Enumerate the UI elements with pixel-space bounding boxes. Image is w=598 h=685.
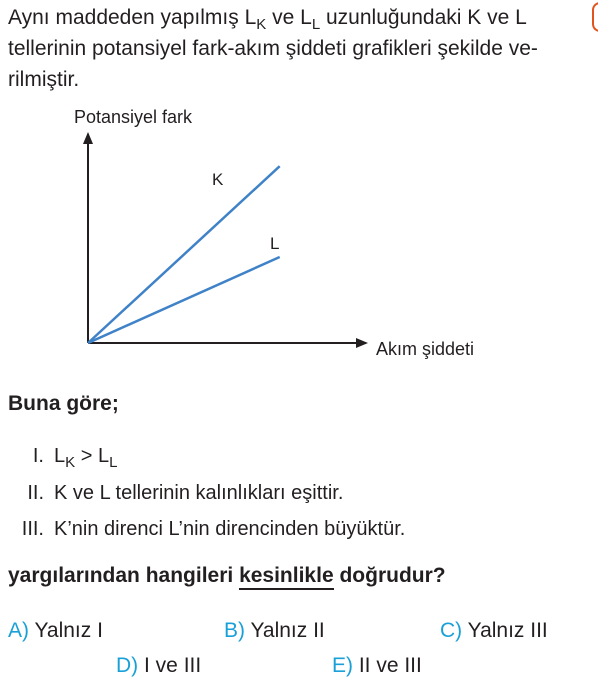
choice-text: Yalnız II <box>245 619 325 642</box>
question-part: yargılarından hangileri <box>8 564 240 587</box>
series-line-k <box>88 166 280 343</box>
statement-3 <box>0 518 405 541</box>
choice-letter: D) <box>116 654 139 677</box>
question-emphasis: kesinlikle <box>239 564 334 590</box>
intro-line-2: tellerinin potansiyel fark-akım şiddeti grafikleri şekilde ve- <box>8 37 538 60</box>
choice-letter: B) <box>224 619 245 642</box>
series-label-k: K <box>212 170 224 189</box>
subscript-l: L <box>311 16 321 33</box>
choice-text: Yalnız III <box>462 619 548 642</box>
intro-text: ve L <box>266 6 312 29</box>
statement-text: L <box>97 445 110 467</box>
choice-text: I ve III <box>138 654 202 677</box>
statement-text: L <box>54 445 66 467</box>
question-part: doğrudur? <box>333 564 446 587</box>
y-axis-label: Potansiyel fark <box>74 107 193 127</box>
subscript-k: K <box>256 16 267 33</box>
subscript-l: L <box>109 454 118 471</box>
choice-b[interactable] <box>224 619 325 643</box>
subscript-k: K <box>65 454 76 471</box>
choice-e[interactable] <box>332 654 422 678</box>
question-text <box>8 564 446 588</box>
choice-letter: E) <box>332 654 353 677</box>
statement-text: K’nin direnci L’nin direncinden büyüktür. <box>54 518 406 540</box>
statement-2 <box>0 482 343 505</box>
choice-letter: A) <box>8 619 29 642</box>
intro-text: uzunluğundaki K ve L <box>320 6 527 29</box>
intro-text: Aynı maddeden yapılmış L <box>8 6 257 29</box>
choice-text: Yalnız I <box>29 619 103 642</box>
statement-number: I. <box>32 445 44 467</box>
greater-than-sign: > <box>75 445 98 467</box>
statement-number: II. <box>27 482 44 504</box>
x-axis-label: Akım şiddeti <box>376 339 475 359</box>
series-line-l <box>88 257 280 343</box>
prompt-text: Buna göre; <box>8 392 119 415</box>
statement-number: III. <box>21 518 44 540</box>
intro-line-3: rilmiştir. <box>8 68 80 91</box>
statement-1 <box>0 445 118 471</box>
choice-a[interactable] <box>8 619 103 643</box>
statement-text: K ve L tellerinin kalınlıkları eşittir. <box>54 482 344 504</box>
choice-letter: C) <box>440 619 463 642</box>
choice-text: II ve III <box>353 654 422 677</box>
choice-c[interactable] <box>440 619 548 643</box>
series-label-l: L <box>270 234 280 253</box>
choice-d[interactable] <box>116 654 201 678</box>
